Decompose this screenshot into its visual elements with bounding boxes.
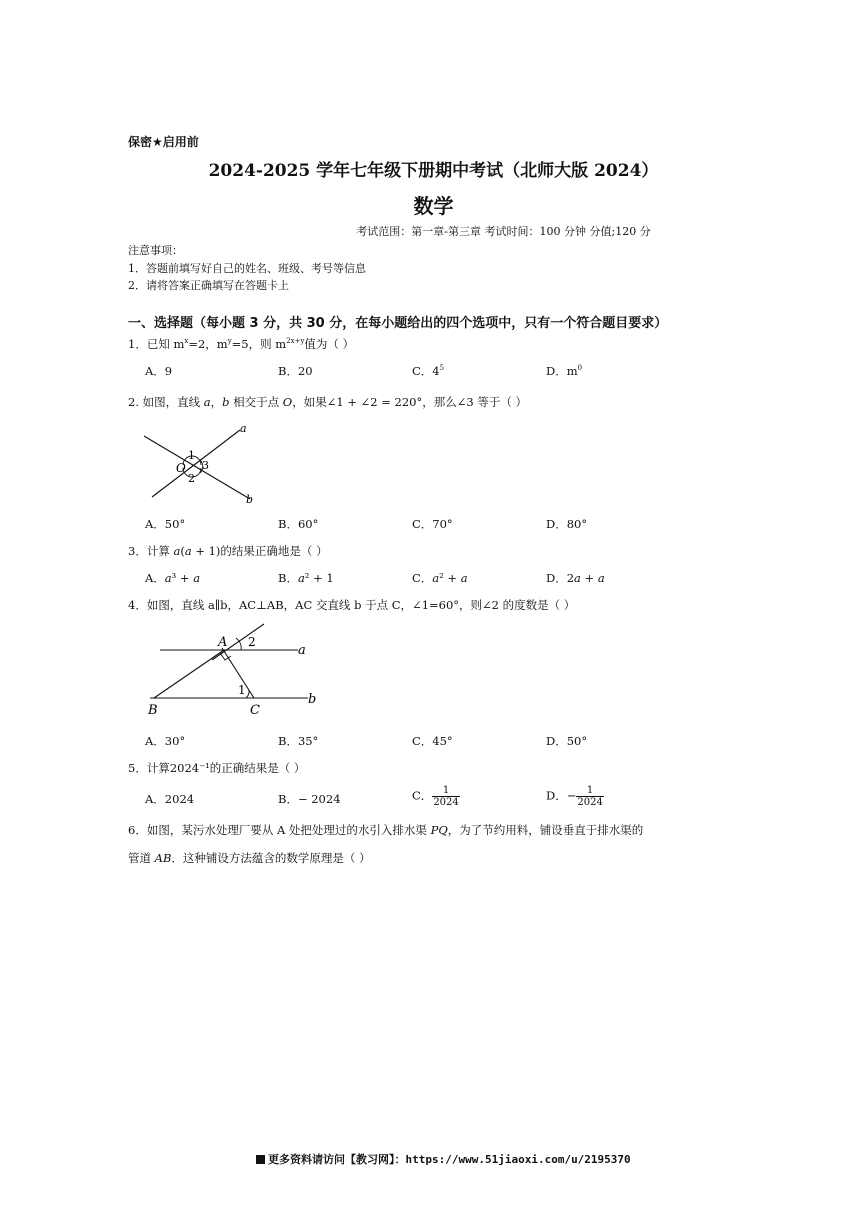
question-3-option-d: D．2𝑎 + 𝑎: [546, 571, 605, 585]
label-line-a: a: [298, 643, 306, 658]
exam-info: 考试范围：第一章-第三章 考试时间：100 分钟 分值;120 分: [356, 225, 651, 238]
question-2-figure: [138, 420, 268, 510]
flag-icon: [256, 1155, 265, 1164]
notice-item: 1．答题前填写好自己的姓名、班级、考号等信息: [128, 262, 366, 275]
label-point-o: O: [176, 461, 186, 475]
notice-heading: 注意事项：: [128, 244, 183, 257]
question-4-option-d: D．50°: [546, 734, 588, 748]
question-1-option-a: A．9: [145, 364, 173, 378]
label-point-c: C: [250, 703, 260, 718]
question-4-stem: 4．如图，直线 a∥b，AC⊥AB，AC 交直线 b 于点 C，∠1=60°，则∠2 的度数是（ ）: [128, 598, 576, 612]
notice-item: 2．请将答案正确填写在答题卡上: [128, 279, 289, 292]
label-line-b: b: [308, 692, 317, 707]
question-1-option-d: D．$m^0$: [546, 364, 583, 378]
question-1-option-b: B．20: [278, 364, 313, 378]
footer-link[interactable]: 更多资料请访问【教习网】：https://www.51jiaoxi.com/u/2195370: [256, 1151, 631, 1167]
label-line-b: b: [246, 493, 254, 506]
question-5-stem: 5．计算2024⁻¹的正确结果是（ ）: [128, 761, 306, 775]
label-angle-1: 1: [238, 683, 246, 697]
question-6-stem-line1: 6．如图，某污水处理厂要从 A 处把处理过的水引入排水渠 𝑃𝑄，为了节约用料，铺设垂直于排水渠的: [128, 823, 644, 837]
question-4-option-b: B．35°: [278, 734, 319, 748]
question-5-option-a: A．2024: [145, 792, 195, 806]
label-line-a: a: [240, 422, 247, 435]
question-2-option-d: D．80°: [546, 517, 588, 531]
subject-title: 数学: [413, 194, 454, 218]
question-2-option-b: B．60°: [278, 517, 319, 531]
question-3-option-c: C．𝑎² + 𝑎: [412, 571, 468, 585]
label-point-b: B: [148, 703, 158, 718]
question-2-option-c: C．70°: [412, 517, 453, 531]
question-2-option-a: A．50°: [145, 517, 186, 531]
question-1-option-c: C．$4^5$: [412, 364, 445, 378]
question-6-stem-line2: 管道 𝐴𝐵．这种铺设方法蕴含的数学原理是（ ）: [128, 851, 371, 865]
label-angle-2: 2: [188, 472, 195, 485]
question-4-figure: [140, 620, 330, 720]
question-2-stem: 2. 如图，直线 𝑎，𝑏 相交于点 𝑂，如果∠1 + ∠2 = 220°，那么∠3 等于（ ）: [128, 395, 527, 409]
confidential-label: 保密★启用前: [128, 135, 199, 149]
question-1-stem: 1．已知 $m^x=2$，$m^y=5$，则 $m^{2x+y}$值为（ ）: [128, 337, 355, 351]
label-angle-3: 3: [202, 459, 209, 472]
question-3-option-b: B．𝑎² + 1: [278, 571, 334, 585]
label-point-a: A: [218, 635, 228, 650]
label-angle-1: 1: [188, 449, 195, 462]
question-3-stem: 3．计算 𝑎(𝑎 + 1)的结果正确地是（ ）: [128, 544, 328, 558]
section-heading: 一、选择题（每小题 3 分，共 30 分，在每小题给出的四个选项中，只有一个符合题目要求）: [128, 316, 668, 331]
question-5-option-d: D．− $\frac{1}{2024}$: [546, 785, 603, 808]
question-3-option-a: A．𝑎³ + 𝑎: [145, 571, 201, 585]
question-5-option-c: C． $\frac{1}{2024}$: [412, 785, 459, 808]
question-5-option-b: B．− 2024: [278, 792, 341, 806]
exam-title: 2024-2025 学年七年级下册期中考试（北师大版 2024）: [208, 161, 659, 181]
question-4-option-a: A．30°: [145, 734, 186, 748]
label-angle-2: 2: [248, 635, 256, 649]
question-4-option-c: C．45°: [412, 734, 453, 748]
